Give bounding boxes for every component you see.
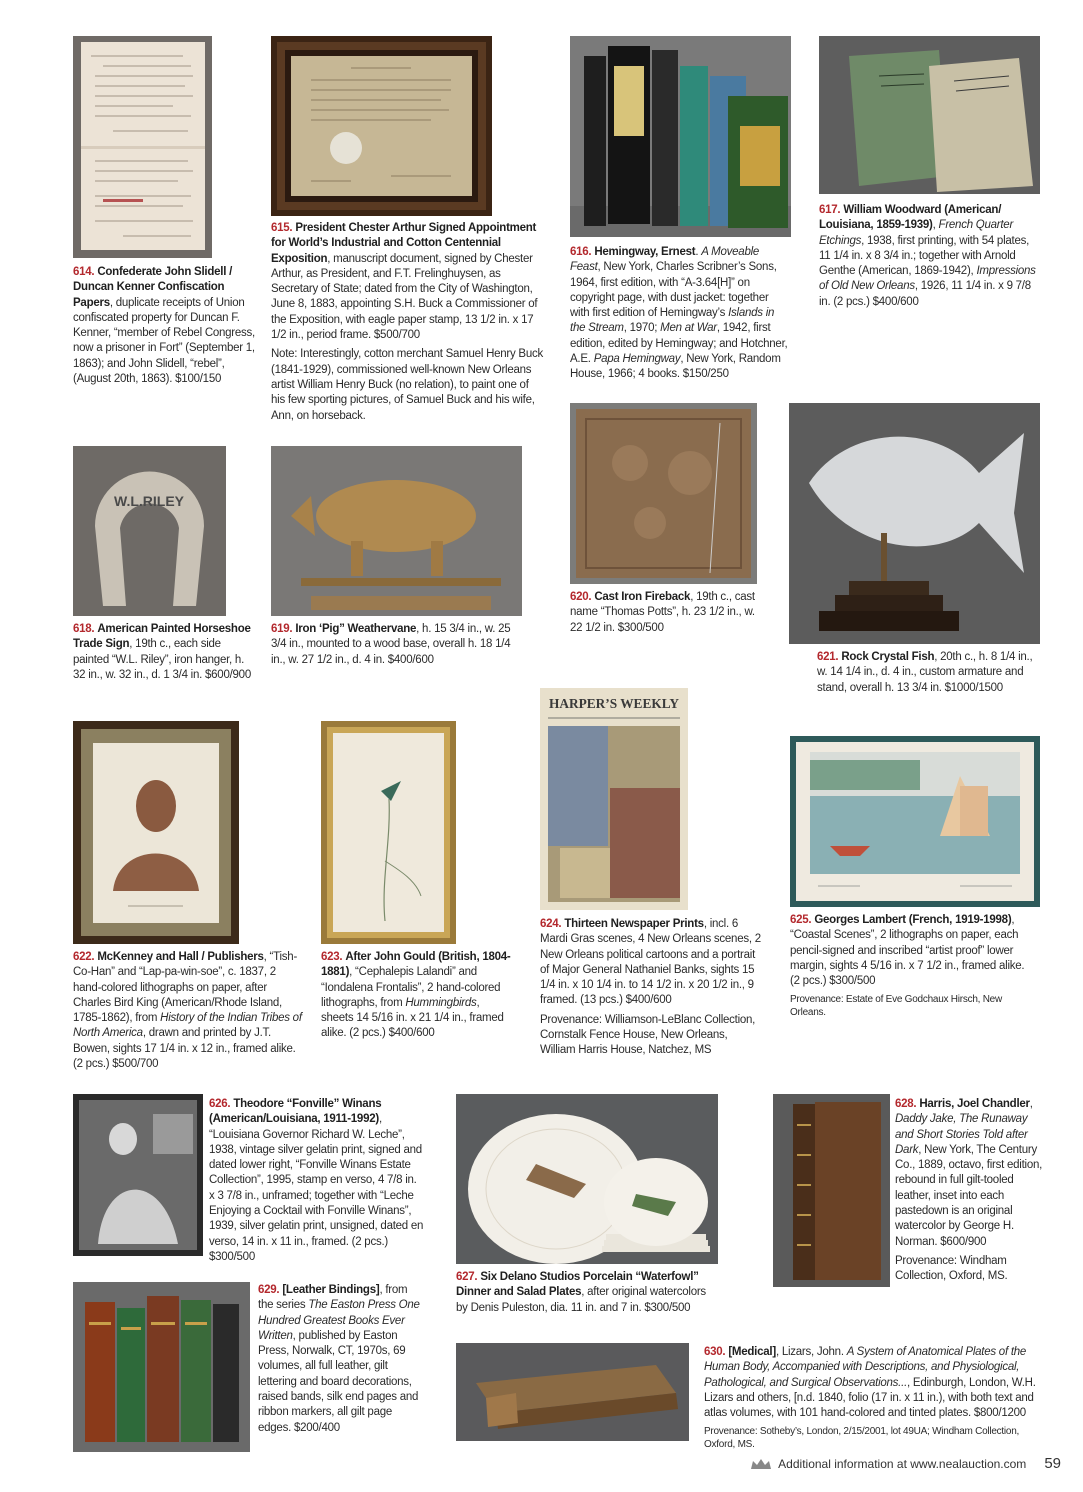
lithograph-portrait-photo <box>73 721 239 944</box>
lot-619-caption: 619. Iron ‘Pig” Weathervane, h. 15 3/4 in., w. 25 3/4 in., mounted to a wood base, overall h. 18 1/4 in., w. 27 1/2 in., d. 4 in. $400/600 <box>271 623 511 666</box>
pig-weathervane-photo <box>271 446 522 616</box>
masthead-text: HARPER’S WEEKLY <box>549 697 679 712</box>
page-number: 59 <box>1044 1455 1061 1472</box>
svg-text:W.L.RILEY: W.L.RILEY <box>114 493 184 509</box>
anatomical-volumes-photo <box>456 1343 689 1441</box>
crystal-fish-photo <box>789 403 1040 644</box>
harpers-weekly-photo <box>540 688 688 910</box>
waterfowl-plates-photo <box>456 1094 718 1264</box>
winans-photograph-photo <box>73 1094 203 1256</box>
hummingbird-print-photo <box>321 721 456 944</box>
lot-620-caption: 620. Cast Iron Fireback, 19th c., cast name “Thomas Potts”, h. 23 1/2 in., w. 22 1/2 in. $300/500 <box>570 591 755 634</box>
hemingway-books-photo <box>570 36 791 237</box>
lot-629-caption: 629. [Leather Bindings], from the series The Easton Press One Hundred Greatest Books Ever Written, published by Easton Press, Norwalk, CT, 1970s, 69 volumes, all full leather, gilt lettering and board decorations, raised bands, silk end pages and ribbon markers, all gilt page edges. $200/400 <box>258 1284 420 1434</box>
lot-623-caption: 623. After John Gould (British, 1804-1881), “Cephalepis Lalandi” and “Iondalena Frontalis”, 2 hand-colored lithographs, from Hummingbirds, sheets 14 5/16 in. x 21 1/4 in., framed alike. (2 pcs.) $400/600 <box>321 951 511 1040</box>
lot-614-caption: 614. Confederate John Slidell / Duncan Kenner Confiscation Papers, duplicate receipts of Union confiscated property for Duncan F. Kenner, “member of Rebel Congress, now a prisoner in Fort” (September 1, 1863); and John Slidell, “rebel”, (August 20th, 1863). $100/150 <box>73 266 255 386</box>
lot-616-caption: 616. Hemingway, Ernest. A Moveable Feast, New York, Charles Scribner’s Sons, 1964, first edition, with “A-3.64[H]” on copyright page, with dust jacket: together with first edition of Hemingway’s Islands in the Stream, 1970; Men at War, 1942, first edition, edited by Hemingway; and Hotchner, A.E. Papa Hemingway, New York, Random House, 1966; 4 books. $150/250 <box>570 246 788 381</box>
lot-624-caption: 624. Thirteen Newspaper Prints, incl. 6 Mardi Gras scenes, 4 New Orleans scenes, 2 New Orleans political cartoons and a portrait of Major General Nathaniel Banks, sights 15 1/4 in. x 10 1/4 in. to 14 1/2 in. x 20 1/2 in., 9 framed. (13 pcs.) $400/600 Provenance: Williamson-LeBlanc Collection, Cornstalk Fence House, New Orleans, William Harris House, Natchez, MS <box>540 918 761 1057</box>
leather-bindings-photo <box>73 1282 250 1452</box>
lot-615-caption: 615. President Chester Arthur Signed Appointment for World’s Industrial and Cotton Centennial Exposition, manuscript document, signed by Chester Arthur, as President, and F.T. Frelinghuysen, as Secretary of State; dated from the City of Washington, June 8, 1883, appointing S.H. Buck a Commissioner of the Exposition, with eagle paper stamp, 13 1/2 in. x 17 1/2 in., period frame. $500/700 Note: Interestingly, cotton merchant Samuel Henry Buck (1841-1929), commissioned well-known New Orleans artist William Henry Buck (no relation), to paint one of his few sporting pictures, of Samuel Buck and his wife, Ann, on horseback. <box>271 222 544 422</box>
crown-icon <box>750 1458 772 1470</box>
lot-617-caption: 617. William Woodward (American/ Louisiana, 1859-1939), French Quarter Etchings, 1938, first printing, with 54 plates, 11 1/4 in. x 8 3/4 in.; together with Arnold Genthe (American, 1869-1942), Impressions of Old New Orleans, 1926, 11 1/4 in. x 9 7/8 in. (2 pcs.) $400/600 <box>819 204 1036 308</box>
lot-618-caption: 618. American Painted Horseshoe Trade Sign, 19th c., each side painted “W.L. Riley”, iron hanger, h. 32 in., w. 32 in., d. 1 3/4 in. $600/900 <box>73 623 251 681</box>
lot-626-caption: 626. Theodore “Fonville” Winans (American/Louisiana, 1911-1992), “Louisiana Governor Richard W. Leche”, 1938, vintage silver gelatin print, signed and dated lower right, “Fonville Winans Estate Collection”, 1995, stamp en verso, 4 7/8 in. x 3 7/8 in., unframed; together with “Leche Enjoying a Cocktail with Fonville Winans”, 1939, silver gelatin print, unsigned, dated en verso, 14 in. x 11 in., framed. (2 pcs.) $300/500 <box>209 1098 424 1263</box>
lot-621-caption: 621. Rock Crystal Fish, 20th c., h. 8 1/4 in., w. 14 1/4 in., d. 4 in., custom armature and stand, overall h. 13 3/4 in. $1000/1500 <box>817 651 1033 694</box>
framed-appointment-photo <box>271 36 492 216</box>
fireback-photo <box>570 403 757 584</box>
horseshoe-sign-photo <box>73 446 226 616</box>
confiscation-papers-photo <box>73 36 212 258</box>
page-footer <box>750 1455 1061 1472</box>
etchings-books-photo <box>819 36 1040 194</box>
lot-622-caption: 622. McKenney and Hall / Publishers, “Tish-Co-Han” and “Lap-pa-win-soe”, c. 1837, 2 hand-colored lithographs on paper, after Charles Bird King (American/Rhode Island, 1785-1862), from History of the Indian Tribes of North America, drawn and printed by J.T. Bowen, sights 17 1/4 in. x 12 in., framed alike. (2 pcs.) $500/700 <box>73 951 302 1071</box>
lot-630-caption: 630. [Medical], Lizars, John. A System of Anatomical Plates of the Human Body, Accompanied with Descriptions, and Physiological, Pathological, and Surgical Observations..., Edinburgh, London, W.H. Lizars and others, [n.d. 1840, folio (17 in. x 11 in.), with both text and atlas volumes, with 101 hand-colored and tinted plates. $800/1200 Provenance: Sotheby’s, London, 2/15/2001, lot 49UA; Windham Collection, Oxford, MS. <box>704 1346 1036 1451</box>
lot-628-caption: 628. Harris, Joel Chandler, Daddy Jake, The Runaway and Short Stories Told after Dark, New York, The Century Co., 1889, octavo, first edition, rebound in full gilt-tooled leather, inset into each pastedown is an original watercolor by George H. Norman. $600/900 Provenance: Windham Collection, Oxford, MS. <box>895 1098 1043 1283</box>
lot-627-caption: 627. Six Delano Studios Porcelain “Waterfowl” Dinner and Salad Plates, after original watercolors by Denis Puleston, dia. 11 in. and 7 in. $300/500 <box>456 1271 706 1314</box>
footer-website-text[interactable]: Additional information at www.nealauction.com <box>778 1456 1027 1471</box>
coastal-scene-photo <box>790 736 1040 907</box>
leather-book-photo <box>773 1094 890 1287</box>
lot-625-caption: 625. Georges Lambert (French, 1919-1998), “Coastal Scenes”, 2 lithographs on paper, each pencil-signed and inscribed “artist proof” lower margin, sights 4 5/16 in. x 7 1/2 in., framed alike. (2 pcs.) $300/500 Provenance: Estate of Eve Godchaux Hirsch, New Orleans. <box>790 914 1025 1019</box>
